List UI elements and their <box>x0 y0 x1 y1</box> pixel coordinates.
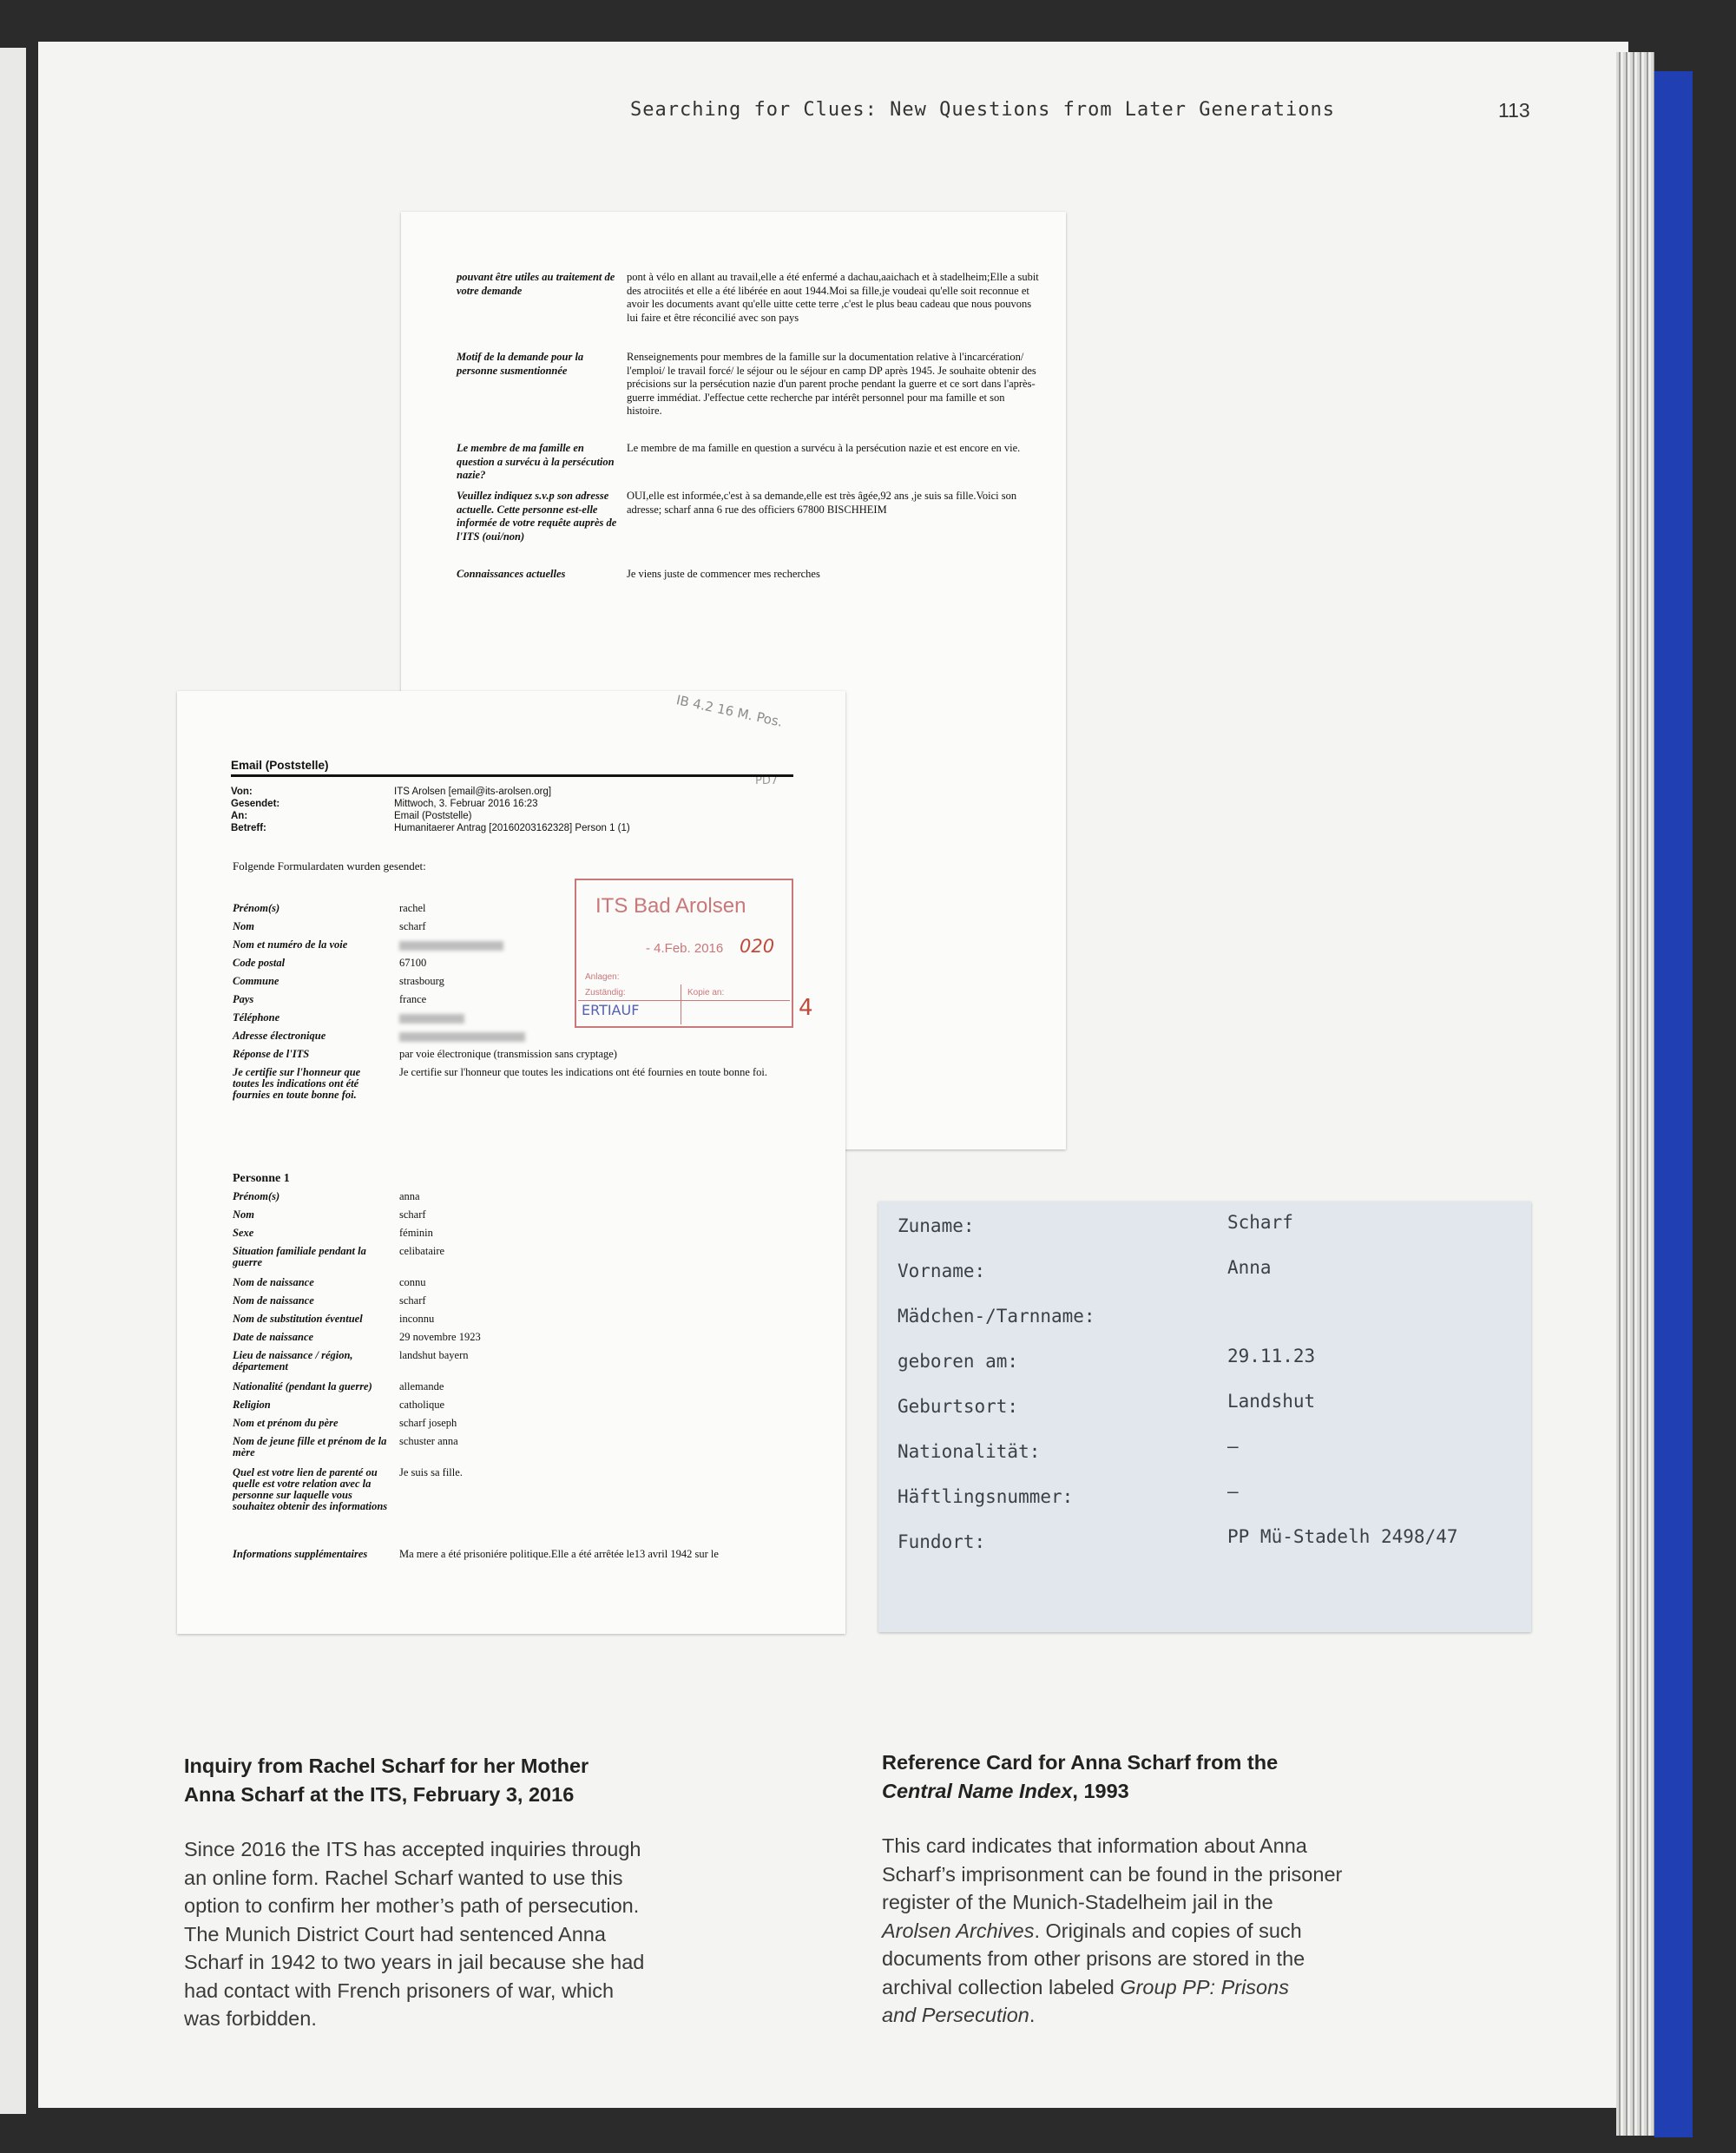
facing-page-edge <box>0 48 26 2114</box>
card-value: Landshut <box>1227 1391 1316 1412</box>
card-key: Vorname: <box>898 1261 986 1281</box>
header-key: Von: <box>231 787 253 797</box>
reference-card <box>878 1202 1531 1632</box>
redacted-email <box>399 1032 525 1042</box>
form-row: Nom et numéro de la voie <box>233 939 823 958</box>
form-intro: Folgende Formulardaten wurden gesendet: <box>233 859 426 872</box>
right-caption-body: This card indicates that information about Anna Scharf’s imprisonment can be found in the prisoner register of the Munich-Stadelheim jail in the Arolsen Archives. Originals and copies of such documents from other prisons are stored in the archival collection labeled Group PP: Prisons and Persecution. <box>882 1834 1343 2026</box>
right-caption-title: Reference Card for Anna Scharf from the Central Name Index, 1993 <box>882 1751 1279 1802</box>
handwritten-note: IB 4.2 16 M. Pos. <box>674 692 785 730</box>
title-rule <box>231 774 793 777</box>
person-row: Nationalité (pendant la guerre) allemande <box>233 1380 444 1393</box>
card-value: Scharf <box>1227 1212 1293 1233</box>
stamp-handwritten: ERTIAUF <box>582 1002 640 1018</box>
form-row: Nom scharf <box>233 920 426 932</box>
person-row: Nom de naissance connu <box>233 1276 426 1288</box>
card-key: Geburtsort: <box>898 1396 1019 1417</box>
person-row: Situation familiale pendant la guerre celibataire <box>233 1245 445 1268</box>
form-row: Prénom(s) rachel <box>233 902 426 914</box>
form-row: Réponse de l'ITS par voie électronique (transmission sans cryptage) <box>233 1048 617 1060</box>
stamp-title: ITS Bad Arolsen <box>595 894 746 918</box>
stamp-rule <box>578 1000 790 1001</box>
page-number: 113 <box>1498 99 1530 122</box>
card-key: Mädchen-/Tarnname: <box>898 1306 1095 1327</box>
card-value: 29.11.23 <box>1227 1346 1316 1366</box>
card-key: geboren am: <box>898 1351 1019 1372</box>
header-key: An: <box>231 811 248 821</box>
card-key: Zuname: <box>898 1215 975 1236</box>
doc-label: Motif de la demande pour la personne susmentionnée <box>457 351 584 377</box>
header-value: ITS Arolsen [email@its-arolsen.org] <box>394 787 552 797</box>
page-stack-edges <box>1616 52 1654 2136</box>
header-key: Betreff: <box>231 823 266 833</box>
stamp-kopie: Kopie an: <box>687 988 725 997</box>
stamp-side-mark: 4 <box>799 995 813 1021</box>
person-heading: Personne 1 <box>233 1172 290 1185</box>
person-row: Date de naissance 29 novembre 1923 <box>233 1331 481 1343</box>
card-value: Anna <box>1227 1257 1272 1278</box>
form-row: Téléphone <box>233 1012 823 1031</box>
stamp-anlagen: Anlagen: <box>585 972 620 982</box>
card-value: – <box>1227 1436 1239 1457</box>
doc-value: Le membre de ma famille en question a survécu à la persécution nazie et est encore en vie. <box>627 442 1021 454</box>
person-row: Quel est votre lien de parenté ou quelle est votre relation avec la personne sur laquelle vous souhaitez obtenir des informations Je suis sa fille. <box>233 1466 463 1512</box>
card-key: Nationalität: <box>898 1441 1041 1462</box>
person-row: Nom de naissance scharf <box>233 1294 426 1307</box>
stamp-date: - 4.Feb. 2016 <box>646 941 724 956</box>
doc-label: Connaissances actuelles <box>457 568 566 580</box>
person-row: Religion catholique <box>233 1399 445 1411</box>
card-key: Häftlingsnummer: <box>898 1486 1074 1507</box>
doc-label: pouvant être utiles au traitement de votre demande <box>457 271 615 297</box>
redacted-phone <box>399 1014 464 1024</box>
form-row: Code postal 67100 <box>233 957 427 969</box>
stamp-zustandig: Zuständig: <box>585 988 626 997</box>
email-title: Email (Poststelle) <box>231 759 329 772</box>
header-value: Email (Poststelle) <box>394 811 472 821</box>
person-row: Sexe féminin <box>233 1227 433 1239</box>
person-row: Nom de substitution éventuel inconnu <box>233 1313 435 1325</box>
form-row: Adresse électronique <box>233 1030 823 1050</box>
doc-label: Le membre de ma famille en question a survécu à la persécution nazie? <box>457 442 615 481</box>
header-value: Humanitaerer Antrag [20160203162328] Person 1 (1) <box>394 823 630 833</box>
person-row: Prénom(s) anna <box>233 1190 420 1202</box>
doc-value: Renseignements pour membres de la famille sur la documentation relative à l'incarcération/ l'emploi/ le travail forcé/ le séjour ou le séjour en camp DP après 1945. Je souhaite obtenir des précisions sur la persécution nazie d'un parent proche pendant la guerre et ce sort dans l'après-guerre immédiat. J'effectue cette recherche par intérêt personnel pour ma famille et son histoire. <box>627 351 1036 417</box>
blue-cover-edge <box>1654 71 1693 2137</box>
header-value: Mittwoch, 3. Februar 2016 16:23 <box>394 799 538 809</box>
form-row: Je certifie sur l'honneur que toutes les indications ont été fournies en toute bonne foi. Je certifie sur l'honneur que toutes les indications ont été fournies en toute bonne foi. <box>233 1066 768 1101</box>
its-received-stamp <box>575 879 813 1028</box>
person-row: Informations supplémentaires Ma mere a été prisoniére politique.Elle a été arrêtée le13 avril 1942 sur le <box>233 1548 719 1560</box>
left-caption-body: Since 2016 the ITS has accepted inquiries through an online form. Rachel Scharf wanted to use this option to confirm her mother’s path of persecution. The Munich District Court had sentenced Anna Scharf in 1942 to two years in jail because she had had contact with French prisoners of war, which was forbidden. <box>184 1838 645 2030</box>
running-title: Searching for Clues: New Questions from Later Generations <box>630 99 1335 121</box>
card-value: – <box>1227 1481 1239 1502</box>
doc-label: Veuillez indiquez s.v.p son adresse actuelle. Cette personne est-elle informée de votre requête auprès de l'ITS (oui/non) <box>457 490 617 543</box>
email-printout-document <box>177 691 845 1634</box>
doc-value: pont à vélo en allant au travail,elle a été enfermé a dachau,aaichach et à stadelheim;Elle a subit des atrociités et elle a été libérée en aout 1944.Moi sa fille,je voudeai qu'elle soit reconnue et avoir les documents avant qu'elle uitte cette terre ,c'est le plus beau cadeau que nous pouvons lui faire et être réconcilié avec son pays <box>627 271 1039 324</box>
header-key: Gesendet: <box>231 799 280 809</box>
person-row: Nom et prénom du père scharf joseph <box>233 1417 457 1429</box>
person-row: Lieu de naissance / région, département landshut bayern <box>233 1349 469 1373</box>
left-caption-title: Inquiry from Rachel Scharf for her Mother Anna Scharf at the ITS, February 3, 2016 <box>184 1755 589 1806</box>
form-row: Commune strasbourg <box>233 975 444 987</box>
doc-value: OUI,elle est informée,c'est à sa demande,elle est très âgée,92 ans ,je suis sa fille.Voici son adresse; scharf anna 6 rue des officiers 67800 BISCHHEIM <box>627 490 1017 516</box>
card-key: Fundort: <box>898 1531 986 1552</box>
person-row: Nom scharf <box>233 1208 426 1221</box>
card-value: PP Mü-Stadelh 2498/47 <box>1227 1526 1458 1547</box>
doc-value: Je viens juste de commencer mes recherches <box>627 568 820 580</box>
handwritten-mark: PD7 <box>755 774 779 787</box>
person-row: Nom de jeune fille et prénom de la mère schuster anna <box>233 1435 458 1458</box>
stamp-number: 020 <box>740 936 775 957</box>
redacted-address <box>399 941 503 951</box>
form-row: Pays france <box>233 993 427 1005</box>
